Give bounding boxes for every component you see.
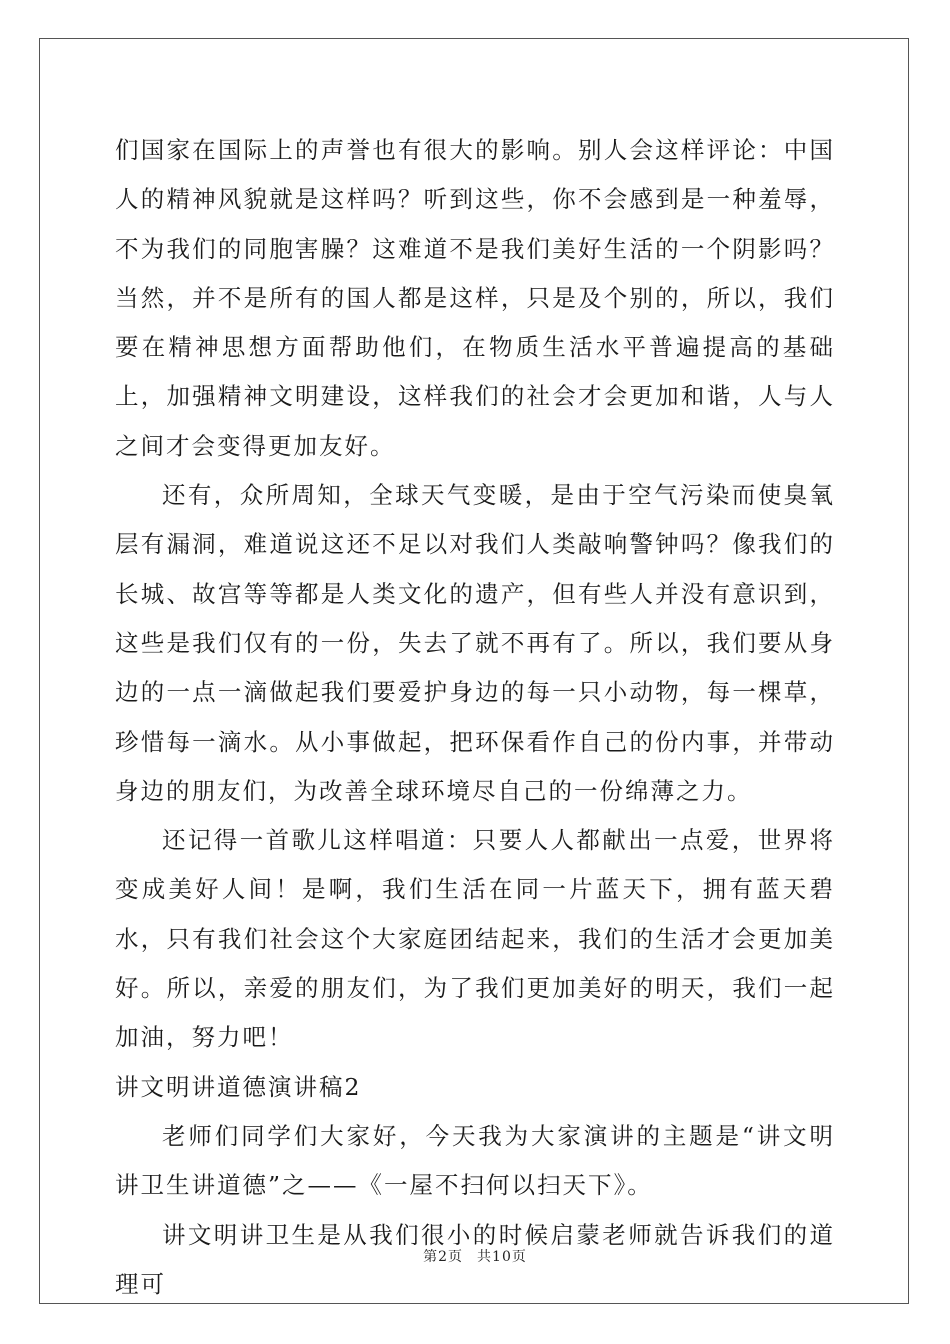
section-heading: 讲文明讲道德演讲稿2 bbox=[115, 1072, 362, 1101]
page-footer bbox=[0, 1246, 950, 1266]
paragraph-song: 还记得一首歌儿这样唱道：只要人人都献出一点爱，世界将变成美好人间！是啊，我们生活在同一片蓝天下，拥有蓝天碧水，只有我们社会这个大家庭团结起来，我们的生活才会更加美好。所以，亲爱的朋友们，为了我们更加美好的明天，我们一起加油，努力吧！ bbox=[115, 826, 835, 1052]
paragraph-greeting: 老师们同学们大家好，今天我为大家演讲的主题是“讲文明讲卫生讲道德”之——《一屋不扫何以扫天下》。 bbox=[115, 1121, 835, 1200]
paragraph-continued: 们国家在国际上的声誉也有很大的影响。别人会这样评论：中国人的精神风貌就是这样吗？听到这些，你不会感到是一种羞辱，不为我们的同胞害臊？这难道不是我们美好生活的一个阴影吗？当然，并不是所有的国人都是这样，只是及个别的，所以，我们要在精神思想方面帮助他们，在物质生活水平普遍提高的基础上，加强精神文明建设，这样我们的社会才会更加和谐，人与人之间才会变得更加友好。 bbox=[115, 136, 835, 460]
paragraph-hygiene: 讲文明讲卫生是从我们很小的时候启蒙老师就告诉我们的道理可 bbox=[115, 1220, 835, 1298]
page-number: 第2页 bbox=[423, 1249, 464, 1265]
paragraph-environment: 还有，众所周知，全球天气变暖，是由于空气污染而使臭氧层有漏洞，难道说这还不足以对我们人类敲响警钟吗？像我们的长城、故宫等等都是人类文化的遗产，但有些人并没有意识到，这些是我们仅有的一份，失去了就不再有了。所以，我们要从身边的一点一滴做起我们要爱护身边的每一只小动物，每一棵草，珍惜每一滴水。从小事做起，把环保看作自己的份内事，并带动身边的朋友们，为改善全球环境尽自己的一份绵薄之力。 bbox=[115, 481, 835, 805]
page-total: 共10页 bbox=[477, 1249, 527, 1265]
document-body bbox=[115, 126, 835, 1309]
